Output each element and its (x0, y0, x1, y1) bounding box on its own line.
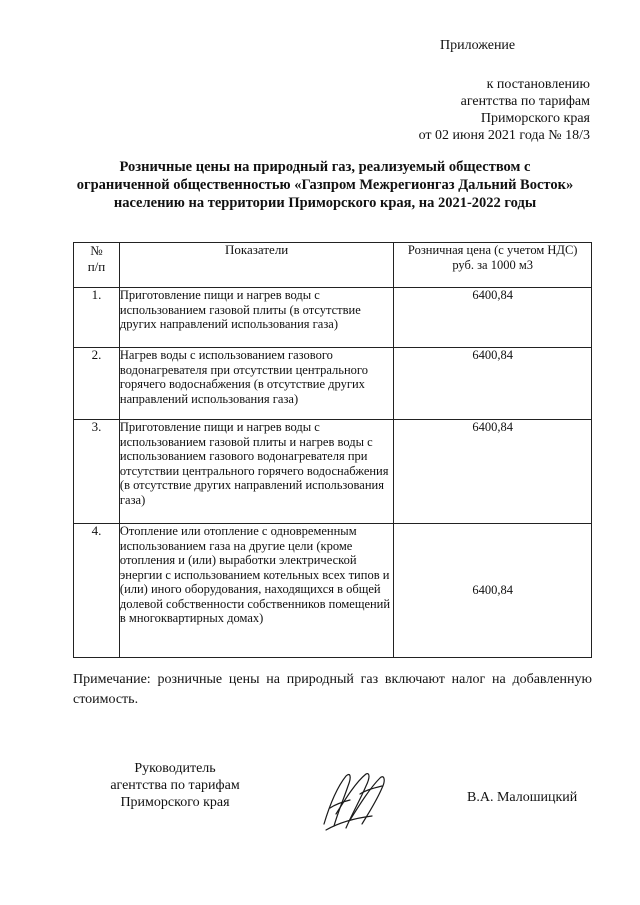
price-table (73, 242, 592, 658)
decree-line: от 02 июня 2021 года № 18/3 (418, 128, 590, 143)
header-price-line: руб. за 1000 м3 (452, 257, 534, 272)
table-header-row (74, 243, 592, 288)
row-number: 4. (74, 524, 120, 658)
row-price: 6400,84 (394, 524, 592, 658)
row-number: 2. (74, 348, 120, 420)
row-price: 6400,84 (394, 288, 592, 348)
row-number: 3. (74, 420, 120, 524)
header-indicator: Показатели (119, 243, 393, 288)
row-indicator: Приготовление пищи и нагрев воды с использованием газовой плиты (в отсутствие других направлений использования газа) (119, 288, 393, 348)
table-row (74, 420, 592, 524)
signer-position-line: Руководитель (134, 761, 216, 776)
decree-reference (380, 76, 590, 144)
row-indicator: Нагрев воды с использованием газового водонагревателя при отсутствии центрального горячего водоснабжения (в отсутствие других направлений использования газа) (119, 348, 393, 420)
annex-label: Приложение (440, 38, 516, 53)
decree-line: агентства по тарифам (460, 94, 590, 109)
note-text: Примечание: розничные цены на природный газ включают налог на добавленную стоимость. (73, 672, 592, 707)
decree-line: Приморского края (480, 111, 590, 126)
header-price-line: Розничная цена (с учетом НДС) (407, 243, 578, 257)
row-indicator: Приготовление пищи и нагрев воды с использованием газовой плиты и нагрев воды с использованием газового водонагревателя при отсутствии центрального горячего водоснабжения (в отсутствие других направлений использования газа) (119, 420, 393, 524)
table-row (74, 348, 592, 420)
header-price (394, 243, 592, 288)
signer-position (100, 760, 250, 811)
title-line: Розничные цены на природный газ, реализуемый обществом с (119, 159, 531, 175)
row-price: 6400,84 (394, 420, 592, 524)
signer-position-line: агентства по тарифам (110, 778, 240, 793)
handwritten-signature (316, 764, 394, 836)
title-line: населению на территории Приморского края, на 2021-2022 годы (113, 195, 537, 211)
row-price: 6400,84 (394, 348, 592, 420)
table-row (74, 288, 592, 348)
signer-position-line: Приморского края (120, 795, 230, 810)
header-number-line: п/п (87, 259, 106, 274)
decree-line: к постановлению (486, 77, 590, 92)
row-indicator: Отопление или отопление с одновременным использованием газа на другие цели (кроме отопления и (или) выработки электрической энергии с использованием котельных всех типов и (или) иного оборудования, находящихся в общей долевой собственности собственников помещений в многоквартирных домах) (119, 524, 393, 658)
signer-name: В.А. Малошицкий (467, 790, 578, 805)
header-number-line: № (90, 243, 103, 258)
table-row (74, 524, 592, 658)
title-line: ограниченной общественностью «Газпром Межрегионгаз Дальний Восток» (76, 177, 574, 193)
header-number (74, 243, 120, 288)
row-number: 1. (74, 288, 120, 348)
document-title (70, 158, 580, 212)
